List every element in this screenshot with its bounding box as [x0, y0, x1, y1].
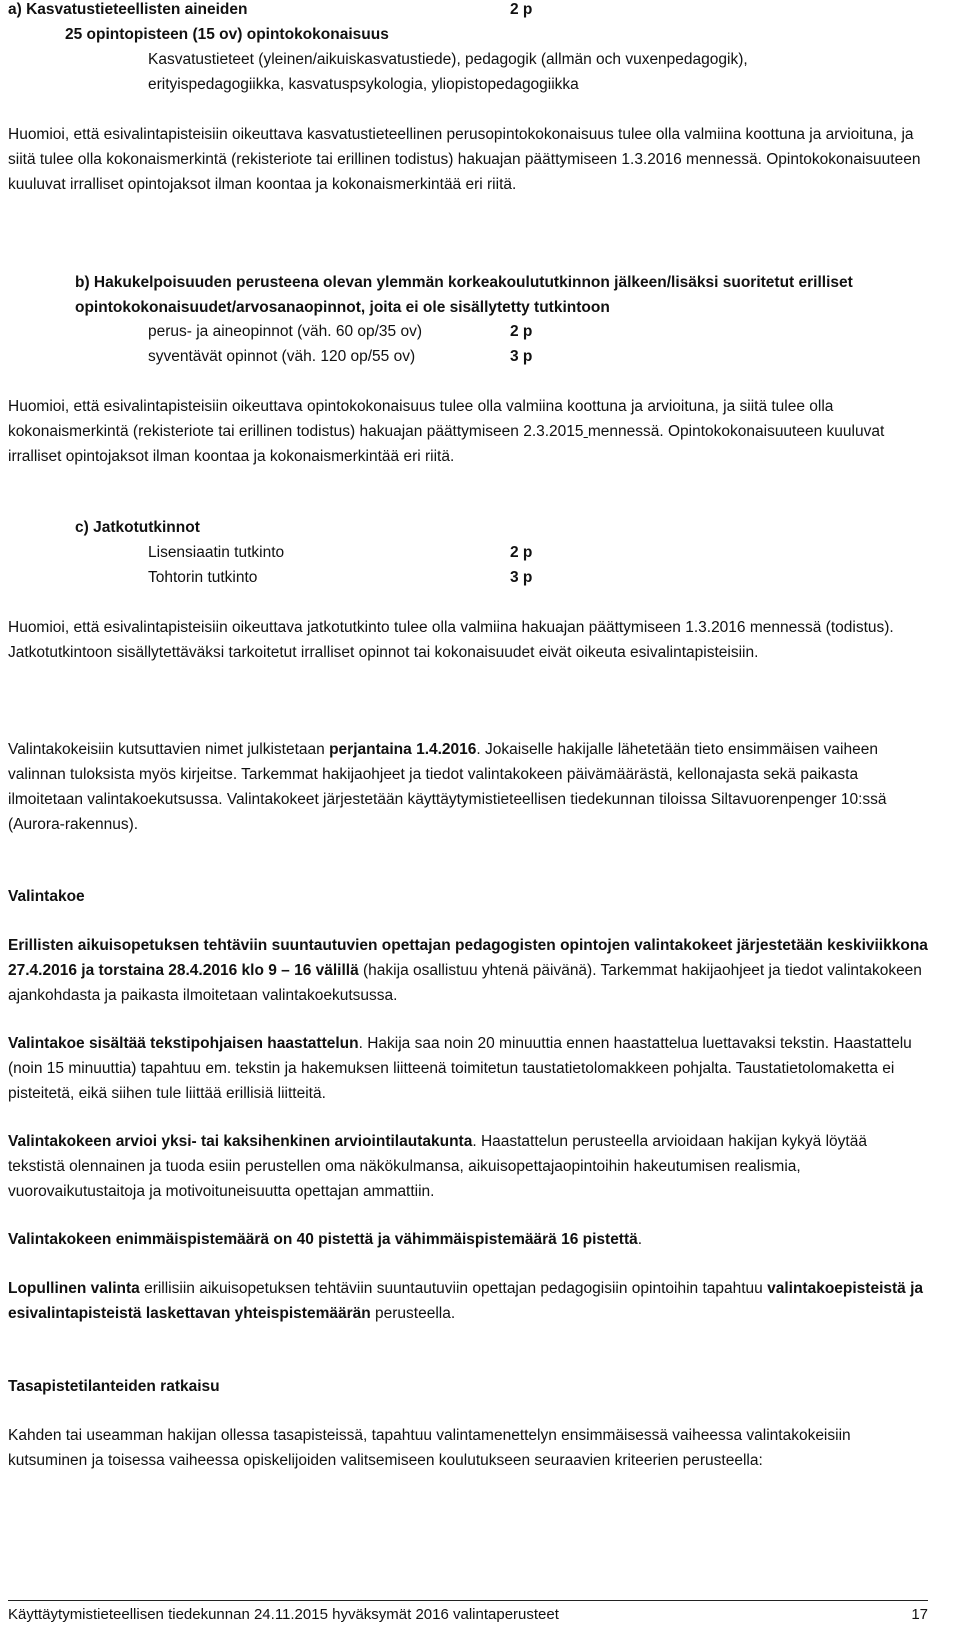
section-a-note — [8, 122, 928, 197]
invitation-paragraph — [8, 737, 928, 837]
tie-heading: Tasapistetilanteiden ratkaisu — [8, 1378, 220, 1395]
valintakoe-paragraph-4 — [8, 1227, 928, 1252]
valintakoe-p1-bold: Erillisten aikuisopetuksen tehtäviin suuntautuvien opettajan pedagogisten opintojen valintakokeet järjestetään keskiviikkona 27.4.2016 ja torstaina 28.4.2016 klo 9 – 16 välillä — [8, 937, 928, 979]
section-b-row-1-points: 2 p — [510, 323, 533, 340]
section-c-row-2-points: 3 p — [510, 569, 533, 586]
valintakoe-p1-rest: (hakija osallistuu yhtenä päivänä). Tarkemmat hakijaohjeet ja tiedot valintakokeen ajankohdasta ja paikasta ilmoitetaan valintakoekutsussa. — [8, 962, 922, 1004]
invitation-part2: . Jokaiselle hakijalle lähetetään tieto ensimmäisen vaiheen valinnan tuloksista myös kirjeitse. Tarkemmat hakijaohjeet ja tiedot valintakokeen päivämäärästä, kellonajasta sekä paikasta ilmoitetaan valintakoekutsussa. Valintakokeet järjestetään käyttäytymistieteellisen tiedekunnan tiloissa Siltavuorenpenger 10:ssä (Aurora-rakennus). — [8, 741, 887, 833]
section-c-note-part1: Huomioi, että esivalintapisteisiin oikeuttava jatkotutkinto tulee olla valmiina hakuajan päättymiseen 1.3.2016 mennessä (todistus). — [8, 619, 894, 636]
section-b-note-part1: Huomioi, että esivalintapisteisiin oikeuttava opintokokonaisuus tulee olla valmiina koottuna ja arvioituna, ja siitä tulee olla kokonaismerkintä (rekisteriote tai erillinen todistus) hakuajan päättymiseen 2.3.2015 — [8, 398, 834, 440]
valintakoe-paragraph-5 — [8, 1276, 928, 1326]
section-c-row-1-points: 2 p — [510, 544, 533, 561]
section-b-note — [8, 394, 928, 469]
section-c-row-2-label: Tohtorin tutkinto — [148, 569, 258, 586]
section-b-heading: b) Hakukelpoisuuden perusteena olevan ylemmän korkeakoulututkinnon jälkeen/lisäksi suoritetut erilliset opintokokonaisuudet/arvosanaopinnot, joita ei ole sisällytetty tutkintoon — [75, 274, 853, 316]
valintakoe-p5-mid: erillisiin aikuisopetuksen tehtäviin suuntautuviin opettajan pedagogisiin opintoihin tapahtuu — [139, 1280, 768, 1297]
page-number: 17 — [911, 1606, 928, 1623]
valintakoe-p3-rest: . Haastattelun perusteella arvioidaan hakijan kykyä löytää tekstistä olennainen ja tuoda esiin perustellen oma näkökulmansa, aikuisopettajaopintoihin hakeutumisen realismia, vuorovaikutustaitoja ja motivoituneisuutta opettajan ammattiin. — [8, 1133, 867, 1200]
valintakoe-paragraph-2 — [8, 1031, 928, 1106]
section-a-note-part2: Opintokokonaisuuteen kuuluvat irralliset opintojaksot ilman koontaa ja kokonaismerkintää eri riitä. — [8, 151, 921, 193]
tie-paragraph: Kahden tai useamman hakijan ollessa tasapisteissä, tapahtuu valintamenettelyn ensimmäisessä vaiheessa valintakokeisiin kutsuminen ja toisessa vaiheessa opiskelijoiden valitsemiseen koulutukseen seuraavien kriteerien perusteella: — [8, 1427, 851, 1469]
invitation-date: perjantaina 1.4.2016 — [329, 741, 477, 758]
valintakoe-p3-bold: Valintakokeen arvioi yksi- tai kaksihenkinen arviointilautakunta — [8, 1133, 473, 1150]
invitation-part1: Valintakokeisiin kutsuttavien nimet julkistetaan — [8, 741, 330, 758]
valintakoe-p5-bold2: valintakoepisteistä ja esivalintapisteistä laskettavan yhteispistemäärän — [8, 1280, 924, 1322]
section-b-row-2-label: syventävät opinnot (väh. 120 op/55 ov) — [148, 348, 416, 365]
section-b-row-1-label: perus- ja aineopinnot (väh. 60 op/35 ov) — [148, 323, 423, 340]
section-a-heading: a) Kasvatustieteellisten aineiden — [8, 1, 248, 18]
section-c-row-1-label: Lisensiaatin tutkinto — [148, 544, 285, 561]
valintakoe-p5-bold1: Lopullinen valinta — [8, 1280, 140, 1297]
section-a-subjects-line2: erityispedagogiikka, kasvatuspsykologia, yliopistopedagogiikka — [148, 76, 579, 93]
valintakoe-paragraph-1 — [8, 933, 928, 1008]
section-b-row-2-points: 3 p — [510, 348, 533, 365]
section-a-subheading: 25 opintopisteen (15 ov) opintokokonaisuus — [65, 26, 389, 43]
page-footer — [8, 1605, 928, 1625]
valintakoe-p2-bold: Valintakoe sisältää tekstipohjaisen haastattelun — [8, 1035, 359, 1052]
section-b-note-part2: mennessä. Opintokokonaisuuteen kuuluvat irralliset opintojaksot ilman koontaa ja kokonaismerkintää eri riitä. — [8, 423, 885, 465]
section-a-note-part1: Huomioi, että esivalintapisteisiin oikeuttava kasvatustieteellinen perusopintokokonaisuus tulee olla valmiina koottuna ja arvioituna, ja siitä tulee olla kokonaismerkintä (rekisteriote tai erillinen todistus) hakuajan päättymiseen 1.3.2016 mennessä. — [8, 126, 914, 168]
section-a-subjects-line1: Kasvatustieteet (yleinen/aikuiskasvatustiede), pedagogik (allmän och vuxenpedagogik), — [148, 51, 748, 68]
valintakoe-p2-rest: . Hakija saa noin 20 minuuttia ennen haastattelua luettavaksi tekstin. Haastattelu (noin 15 minuuttia) tapahtuu em. tekstin ja hakemuksen liitteenä toimitetun taustatietolomakkeen pohjalta. Taustatietolomaketta ei pisteitetä, eikä siihen tule liittää erillisiä liitteitä. — [8, 1035, 912, 1102]
valintakoe-heading: Valintakoe — [8, 888, 85, 905]
section-a-points: 2 p — [510, 1, 533, 18]
footer-text: Käyttäytymistieteellisen tiedekunnan 24.11.2015 hyväksymät 2016 valintaperusteet — [8, 1606, 559, 1623]
section-c-note — [8, 615, 928, 665]
section-c-heading: c) Jatkotutkinnot — [75, 519, 200, 536]
footer-divider — [8, 1600, 928, 1601]
valintakoe-p4-rest: . — [637, 1231, 643, 1248]
valintakoe-p5-end: perusteella. — [370, 1305, 456, 1322]
valintakoe-paragraph-3 — [8, 1129, 928, 1204]
valintakoe-p4-bold: Valintakokeen enimmäispistemäärä on 40 pistettä ja vähimmäispistemäärä 16 pistettä — [8, 1231, 638, 1248]
section-c-note-part2: Jatkotutkintoon sisällytettäväksi tarkoitetut irralliset opinnot tai kokonaisuudet eivät oikeuta esivalintapisteisiin. — [8, 644, 759, 661]
